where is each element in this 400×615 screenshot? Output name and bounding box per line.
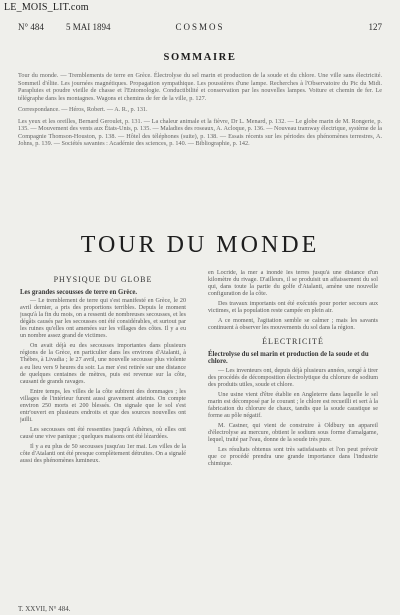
article-paragraph: Une usine vient d'être établie en Angleterre dans laquelle le sel marin est décomposé par le courant ; le chlore est recueilli et sert à la fabrication du chlorure de chaux, tandis que la soude caustique se forme au pôle négatif. bbox=[208, 391, 378, 419]
page-number: 127 bbox=[368, 22, 382, 32]
journal-name: COSMOS bbox=[175, 22, 225, 32]
sommaire-title: SOMMAIRE bbox=[163, 52, 237, 63]
article-subhead: Les grandes secousses de terre en Grèce. bbox=[20, 289, 138, 297]
right-column bbox=[208, 270, 378, 600]
section-title: ÉLECTRICITÉ bbox=[262, 337, 324, 347]
sommaire-line: Tour du monde. — Tremblements de terre en Grèce. Électrolyse du sel marin et production de la soude et du chlore. Une ville sans électricité. Sommeil d'élite. Les journées magnétiques. Propagation sympathique. Les poussières d'une lampe. Recherches à l'Observatoire du Pic du Midi. Parapluies et poudre vieille de chasse et l'Entomologie. Conductibilité et conservation par les nouvelles lampes. Voiture et chemin de fer. Le télégraphe dans les montagnes. Wagons et chemins de fer de la ville, p. 127. bbox=[18, 72, 382, 102]
main-title: TOUR DU MONDE bbox=[80, 232, 320, 258]
article-paragraph: Des travaux importants ont été exécutés pour porter secours aux victimes, et la population reste campée en plein air. bbox=[208, 301, 378, 315]
article-paragraph: — Le tremblement de terre qui s'est manifesté en Grèce, le 20 avril dernier, a pris des proportions terribles. Depuis le moment jusqu'à la fin du mois, on a ressenti de nombreuses secousses, et les dégâts causés par les secousses ont été considérables, et surtout par les ruines qu'elles ont amenées sur les villages des côtes. Il y a eu un nombre assez grand de victimes. bbox=[20, 298, 186, 340]
page-footer: T. XXVII, N° 484. bbox=[18, 605, 71, 613]
article-paragraph: Les secousses ont été ressenties jusqu'à Athènes, où elles ont causé une vive panique ; quelques maisons ont été lézardées. bbox=[20, 426, 186, 440]
article-paragraph: M. Castner, qui vient de construire à Oldbury un appareil d'électrolyse au mercure, obtient le sodium sous forme d'amalgame, lequel, traité par l'eau, donne de la soude très pure. bbox=[208, 422, 378, 443]
article-paragraph: On avait déjà eu des secousses importantes dans plusieurs régions de la Grèce, en particulier dans les environs d'Atalanti, à Thèbes, à Livadia ; le 27 avril, une nouvelle secousse plus violente a eu lieu vers 9 heures du soir. La mer s'est retirée sur une distance de quelques centaines de mètres, puis est revenue sur la côte, causant de grands ravages. bbox=[20, 343, 186, 385]
sommaire-line: Correspondance. — Héros, Robert. — A. R., p. 131. bbox=[18, 106, 148, 113]
section-title: PHYSIQUE DU GLOBE bbox=[53, 275, 153, 284]
sommaire-contents bbox=[18, 72, 382, 208]
article-paragraph: — Les inventeurs ont, depuis déjà plusieurs années, songé à tirer des procédés de décomposition électrolytique du chlorure de sodium des produits utiles, soude et chlore. bbox=[208, 367, 378, 388]
article-subhead: Électrolyse du sel marin et production de la soude et du chlore. bbox=[208, 351, 369, 366]
page-header bbox=[18, 22, 382, 34]
left-column bbox=[20, 270, 186, 600]
article-paragraph: Les résultats obtenus sont très satisfaisants et l'on peut prévoir que ce procédé prendra une grande importance dans l'industrie chimique. bbox=[208, 446, 378, 468]
article-paragraph: Entre temps, les villes de la côte subirent des dommages ; les villages de l'intérieur furent aussi gravement atteints. On compte environ 250 morts et 200 blessés. On signale que le sol s'est entr'ouvert en plusieurs endroits et que des sources nouvelles ont jailli. bbox=[20, 388, 186, 423]
sommaire-line: Les yeux et les oreilles, Bernard Geroulet, p. 131. — La chaleur animale et la fièvre, Dr L. Menard, p. 132. — Le globe marin de M. Rongerie, p. 135. — Mouvement des vents aux États-Unis, p. 135. — Maladies des roseaux, A. Acloque, p. 136. — Nouveau tramway électrique, système de la Compagnie Thomson-Houston, p. 138. — Hôtel des téléphones (suite), p. 138. — Essais récents sur les périodes des phénomènes terrestres, A. Johns, p. 139. — Sociétés savantes : Académie des sciences, p. 140. — Bibliographie, p. 142. bbox=[18, 117, 382, 147]
issue-number: N° 484 bbox=[18, 22, 44, 32]
article-paragraph: Il y a eu plus de 50 secousses jusqu'au 1er mai. Les villes de la côte d'Atalanti ont été presque complètement détruites. On a signalé aussi des phénomènes lumineux. bbox=[20, 443, 186, 465]
scan-watermark: LE_MOIS_LIT.com bbox=[4, 2, 89, 13]
issue-date: 5 MAI 1894 bbox=[66, 22, 111, 32]
article-paragraph: en Locride, la mer a inondé les terres jusqu'à une distance d'un kilomètre du rivage. D'ailleurs, il se produisit un affaissement du sol qui, dans toute la partie du golfe d'Atalanti, amène une nouvelle configuration de la côte. bbox=[208, 270, 378, 298]
article-paragraph: A ce moment, l'agitation semble se calmer ; mais les savants continuent à observer les mouvements du sol dans la région. bbox=[208, 318, 378, 332]
